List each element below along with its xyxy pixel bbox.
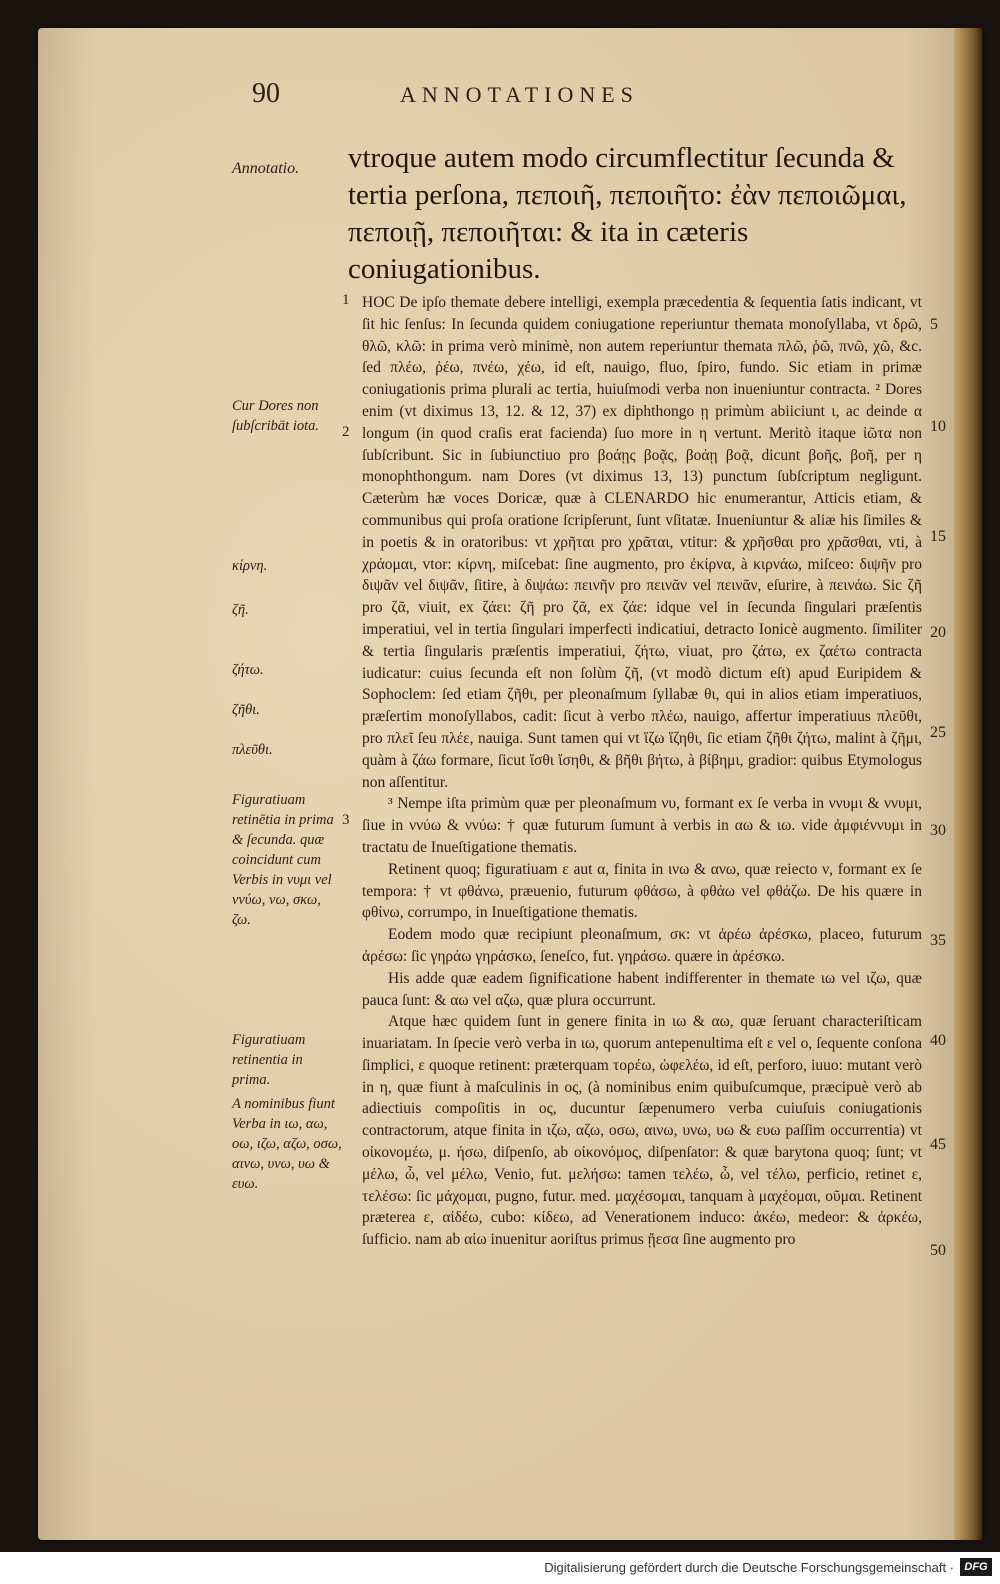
paragraph: His adde quæ eadem ſignificatione habent indifferenter in themate ιω vel ιζω, quæ pauca ſunt: & αω vel αζω, quæ plura occurrunt. [362,969,922,1009]
line-number: 35 [930,932,946,949]
paragraph: Atque hæc quidem ſunt in genere finita in ιω & αω, quæ ſeruant characteriſticam inuariatam. In ſpecie verò verba in ιω, quorum antepenultima eſt ε vel ο, ſequente conſona ſimplici, ε quoque retinent: præterquam τορέω, ὠφελέω, id eſt, perforo, iuuo: mutant verò in η, quæ fiunt à maſculinis in ος, (à nominibus enim quibuſcumque, præcipuè verò ab adiectiuis compoſitis in ος, ducuntur ſæpenumero verba cuiuſuis coniugationis contractorum, atque finita in ιζω, αζω, οσω, αινω, υνω, υω & ευω paſſim occurrentia) vt οἰκονομέω, μ. ήσω, diſpenſo, ab οἰκονόμος, diſpenſator: & quæ barytona quoq; ſunt; vt μέλω, ὦ, vel μέλω, Venio, fut. μελήσω: tamen τελέω, ὦ, vel τέλω, perficio, retinet ε, τελέσω: ſic μάχομαι, pugno, futur. med. μαχέσομαι, tanquam à μαχέομαι, οῦμαι. Retinent præterea ε, αἰδέω, cubo: κίδεω, ad Venerationem induco: ἀκέω, medeor: & ἀρκέω, ſufficio. nam ab αἰω inuenitur aoriſtus primus ᾔεσα ſine augmento pro [362,1013,922,1249]
margin-note-zeto: ζήτω. [232,662,264,678]
line-number: 50 [930,1242,946,1259]
paragraph: Retinent quoq; figuratiuam ε aut α, finita in ινω & ανω, quæ reiecto ν, formant ex ſe tempora: † vt φθάνω, præuenio, futurum φθάσω, à φθάω vel φθάζω. De his quære in φθίνω, corrumpo, in Inueſtigatione thematis. [362,860,922,922]
commentary-body [362,292,922,1251]
lemma-text: vtroque autem modo circumflectitur ſecunda & tertia perſona, πεποιῆ, πεποιῆτο: ἐὰν πεποιῶμαι, πεποιῇ, πεποιῆται: & ita in cæteris coniugationibus. [348,142,907,285]
line-number: 30 [930,822,946,839]
note-marker-3: 3 [342,812,350,828]
margin-note-pleuthi: πλεῦθι. [232,742,273,758]
paragraph: HOC De ipſo themate debere intelligi, exempla præcedentia & ſequentia ſatis indicant, vt ſit hic ſenſus: In ſecunda quidem coniugatione reperiuntur themata monoſyllaba, vt δρῶ, θλῶ, κλῶ: in prima verò minimè, non autem reperiuntur themata πλῶ, ῥῶ, πνῶ, χῶ, &c. ſed πλέω, ῥέω, πνέω, χέω, id eſt, nauigo, fluo, ſpiro, fundo. Sic etiam in primæ coniugationis prima plurali ac tertia, huiuſmodi verba non inueniuntur contracta. ² Dores enim (vt diximus 13, 12. & 12, 37) ex diphthongo ῃ primùm abiiciunt ι, ac deinde α longum (in quod craſis erat facienda) ſuo more in η vertunt. Meritò itaque ἰῶτα non ſubſcribunt. Sic in ſubiunctiuo pro βοάῃς βοᾷς, βοάῃ βοᾷ, dicunt βοῆς, βοῆ, per η monophthongum. nam Dores (vt diximus 13, 13) punctum ſubſcriptum negligunt. Cæterùm hæ voces Doricæ, quæ à CLENARDO hic enumerantur, Atticis etiam, & communibus qui proſa oratione ſcripſerunt, ſunt vſitatæ. Inueniuntur & aliæ his ſimiles & in poetis & in oratoribus: vt χρῆται pro χρᾶται, vtitur: & χρῆσθαι pro χρᾶσθαι, vti, à χράομαι, vtor: κίρνη, miſcebat: ſine augmento, pro ἐκίρνα, à κιρνάω, miſceo: διψῆν pro διψᾶν vel διψᾶν, ſitire, à διψάω: πεινῆν pro πεινᾶν vel πεινᾶν, eſurire, à πεινάω. Sic ζῆ pro ζᾶ, viuit, ex ζάει: ζῆ pro ζᾶ, ex ζάε: idque vel in ſecunda ſingulari præſentis imperatiui, vel in tertia ſingulari imperfecti indicatiui, detracto Ionicè augmento. ſimiliter & tertia ſingularis præſentis imperatiui, ζήτω, viuat, pro ζάτω, ex ζαέτω contracta iudicatur: cuius ſecunda eſt non ſolùm ζῆ, (vt modò dictum eſt) apud Euripidem & Sophoclem: ſed etiam ζῆθι, per pleonaſmum ſyllabæ θι, qui in alios etiam imperatiuos, præſertim monoſyllabos, cadit: ſicut à verbo πλέω, nauigo, affertur imperatiuus πλεῦθι, pro πλεῖ ſeu πλέε, nauiga. Sunt tamen qui vt ἵζω ἵζηθι, ſic etiam ζῆθι ζήτω, malint à ζῆμι, quàm à ζάω formare, ſicut ἵσθι ἴσηθι, & βῆθι βήτω, à βίβημι, gradior: quibus Etymologus non aſſentitur. [362,294,922,791]
line-number: 45 [930,1136,946,1153]
note-marker-1: 1 [342,292,350,308]
running-head: ANNOTATIONES [400,82,639,107]
margin-note-figuratiuam-2: Figuratiuam retinentia in prima. [232,1032,306,1088]
dfg-logo: DFG [960,1558,992,1576]
margin-note-ze: ζῆ. [232,602,249,618]
paragraph: ³ Nempe iſta primùm quæ per pleonaſmum νυ, formant ex ſe verba in ννυμι & ννυμι, ſiue in ννύω & ννύω: † quæ futurum ſumunt à verbis in αω & ιω. vide ἀμφιέννυμι in tractatu de Inueſtigatione thematis. [362,795,922,856]
line-number: 25 [930,724,946,741]
margin-note-dores: Cur Dores non ſubſcribāt iota. [232,398,319,434]
paragraph: Eodem modo quæ recipiunt pleonaſmum, σκ: vt ἀρέω ἀρέσκω, placeo, futurum ἀρέσω: ſic γηράω γηράσκω, ſeneſco, fut. γηράσω. quære in ἀρέσκω. [362,926,922,965]
page-header [252,78,772,110]
margin-note-figuratiuam-1: Figuratiuam retinētia in prima & ſecunda. quæ coincidunt cum Verbis in νυμι vel ννύω, νω, σκω, ζω. [232,792,334,928]
line-number: 40 [930,1032,946,1049]
margin-note-a-nominibus: A nominibus fiunt Verba in ιω, αω, οω, ιζω, αζω, οσω, αινω, υνω, υω & ευω. [232,1096,342,1192]
page-number: 90 [252,78,280,109]
funding-credit: Digitalisierung gefördert durch die Deutsche Forschungsgemeinschaft · [544,1560,954,1575]
footer-bar [0,1552,1000,1584]
margin-label-annotatio: Annotatio. [232,160,300,177]
line-number: 20 [930,624,946,641]
margin-note-zethi: ζῆθι. [232,702,260,718]
line-number: 15 [930,528,946,545]
line-number: 5 [930,316,938,333]
note-marker-2: 2 [342,424,350,440]
margin-note-kirne: κίρνη. [232,558,268,574]
book-spine [954,28,982,1540]
line-number: 10 [930,418,946,435]
